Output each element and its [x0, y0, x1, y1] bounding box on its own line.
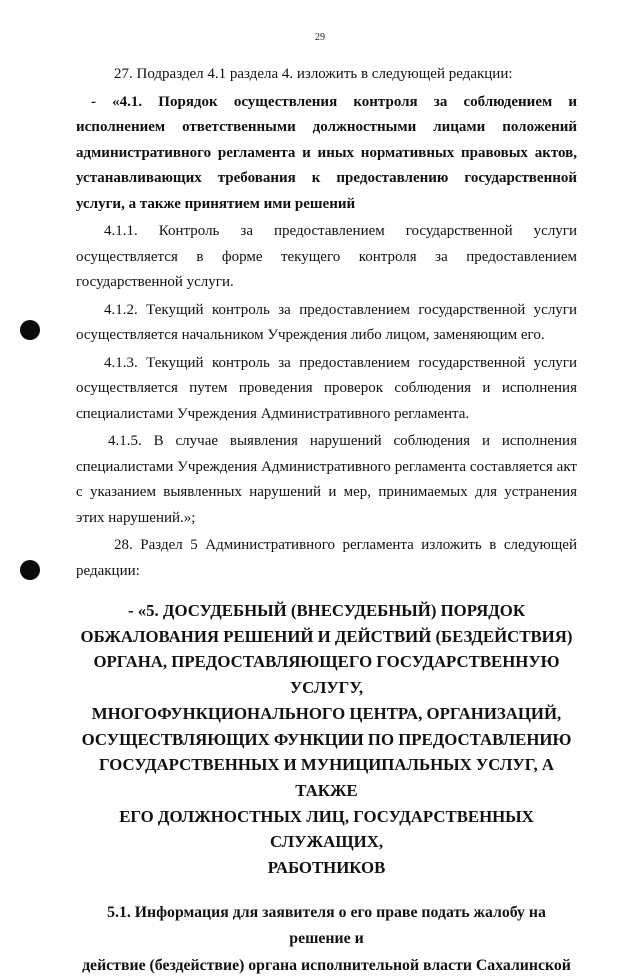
heading-4-1: [76, 90, 577, 218]
item-4-1-3-line: 4.1.3. Текущий контроль за предоставлением государственной услуги: [104, 354, 577, 371]
heading-4-1-line: административного регламента и иных нормативных правовых актов,: [76, 144, 577, 161]
heading-4-1-line: устанавливающих требования к предоставлению государственной: [76, 170, 577, 186]
heading-5-1-line: действие (бездействие) органа исполнительной власти Сахалинской: [82, 956, 571, 974]
item-4-1-2-line: 4.1.2. Текущий контроль за предоставлением государственной услуги: [104, 301, 577, 318]
item-4-1-5-line: 4.1.5. В случае выявления нарушений соблюдения и исполнения: [108, 433, 577, 449]
heading-5-line: - «5. ДОСУДЕБНЫЙ (ВНЕСУДЕБНЫЙ) ПОРЯДОК: [127, 601, 526, 620]
item-4-1-3-line: осуществляется путем проведения проверок соблюдения и исполнения: [76, 380, 577, 396]
item-27: [76, 62, 577, 88]
item-28-line: редакции:: [76, 562, 140, 579]
item-4-1-1: [76, 219, 577, 296]
heading-5-1: [76, 900, 577, 979]
heading-4-1-line: исполнением ответственными должностными лицами положений: [76, 119, 577, 135]
item-4-1-1-line: государственной услуги.: [76, 274, 234, 290]
item-4-1-1-line: 4.1.1. Контроль за предоставлением государственной услуги: [104, 223, 577, 239]
heading-4-1-line: услуги, а также принятием ими решений: [76, 195, 356, 212]
heading-5-line: ОСУЩЕСТВЛЯЮЩИХ ФУНКЦИИ ПО ПРЕДОСТАВЛЕНИЮ: [81, 729, 572, 749]
item-4-1-5: [76, 429, 577, 531]
item-4-1-5-line: с указанием выявленных нарушений и мер, принимаемых для устранения: [76, 484, 577, 500]
punch-hole-bottom: [20, 560, 40, 580]
heading-section-5: [76, 598, 577, 881]
heading-5-line: ОБЖАЛОВАНИЯ РЕШЕНИЙ И ДЕЙСТВИЙ (БЕЗДЕЙСТВИЯ): [80, 626, 573, 646]
item-28: [76, 533, 577, 584]
item-4-1-3: [76, 351, 577, 428]
document-body: [76, 62, 577, 979]
heading-5-line: ГОСУДАРСТВЕННЫХ И МУНИЦИПАЛЬНЫХ УСЛУГ, А ТАКЖЕ: [98, 755, 555, 800]
item-4-1-2: [76, 298, 577, 349]
page-number: 29: [315, 32, 325, 43]
item-4-1-1-line: осуществляется в форме текущего контроля за предоставлением: [76, 248, 577, 265]
heading-5-line: ОРГАНА, ПРЕДОСТАВЛЯЮЩЕГО ГОСУДАРСТВЕННУЮ УСЛУГУ,: [93, 652, 560, 698]
item-4-1-3-line: специалистами Учреждения Административного регламента.: [76, 405, 470, 422]
item-4-1-5-line: специалистами Учреждения Административного регламента составляется акт: [76, 458, 577, 475]
item-27-text: 27. Подраздел 4.1 раздела 4. изложить в следующей редакции:: [114, 66, 513, 82]
heading-5-line: МНОГОФУНКЦИОНАЛЬНОГО ЦЕНТРА, ОРГАНИЗАЦИЙ,: [91, 703, 562, 723]
item-4-1-5-line: этих нарушений.»;: [76, 509, 196, 526]
heading-5-line: РАБОТНИКОВ: [267, 858, 386, 878]
heading-4-1-line: - «4.1. Порядок осуществления контроля за соблюдением и: [91, 93, 577, 110]
heading-5-line: ЕГО ДОЛЖНОСТНЫХ ЛИЦ, ГОСУДАРСТВЕННЫХ СЛУЖАЩИХ,: [119, 806, 534, 852]
punch-hole-top: [20, 320, 40, 340]
item-28-line: 28. Раздел 5 Административного регламента изложить в следующей: [114, 537, 577, 553]
heading-5-1-line: 5.1. Информация для заявителя о его праве подать жалобу на решение и: [107, 903, 546, 948]
item-4-1-2-line: осуществляется начальником Учреждения либо лицом, заменяющим его.: [76, 327, 545, 343]
